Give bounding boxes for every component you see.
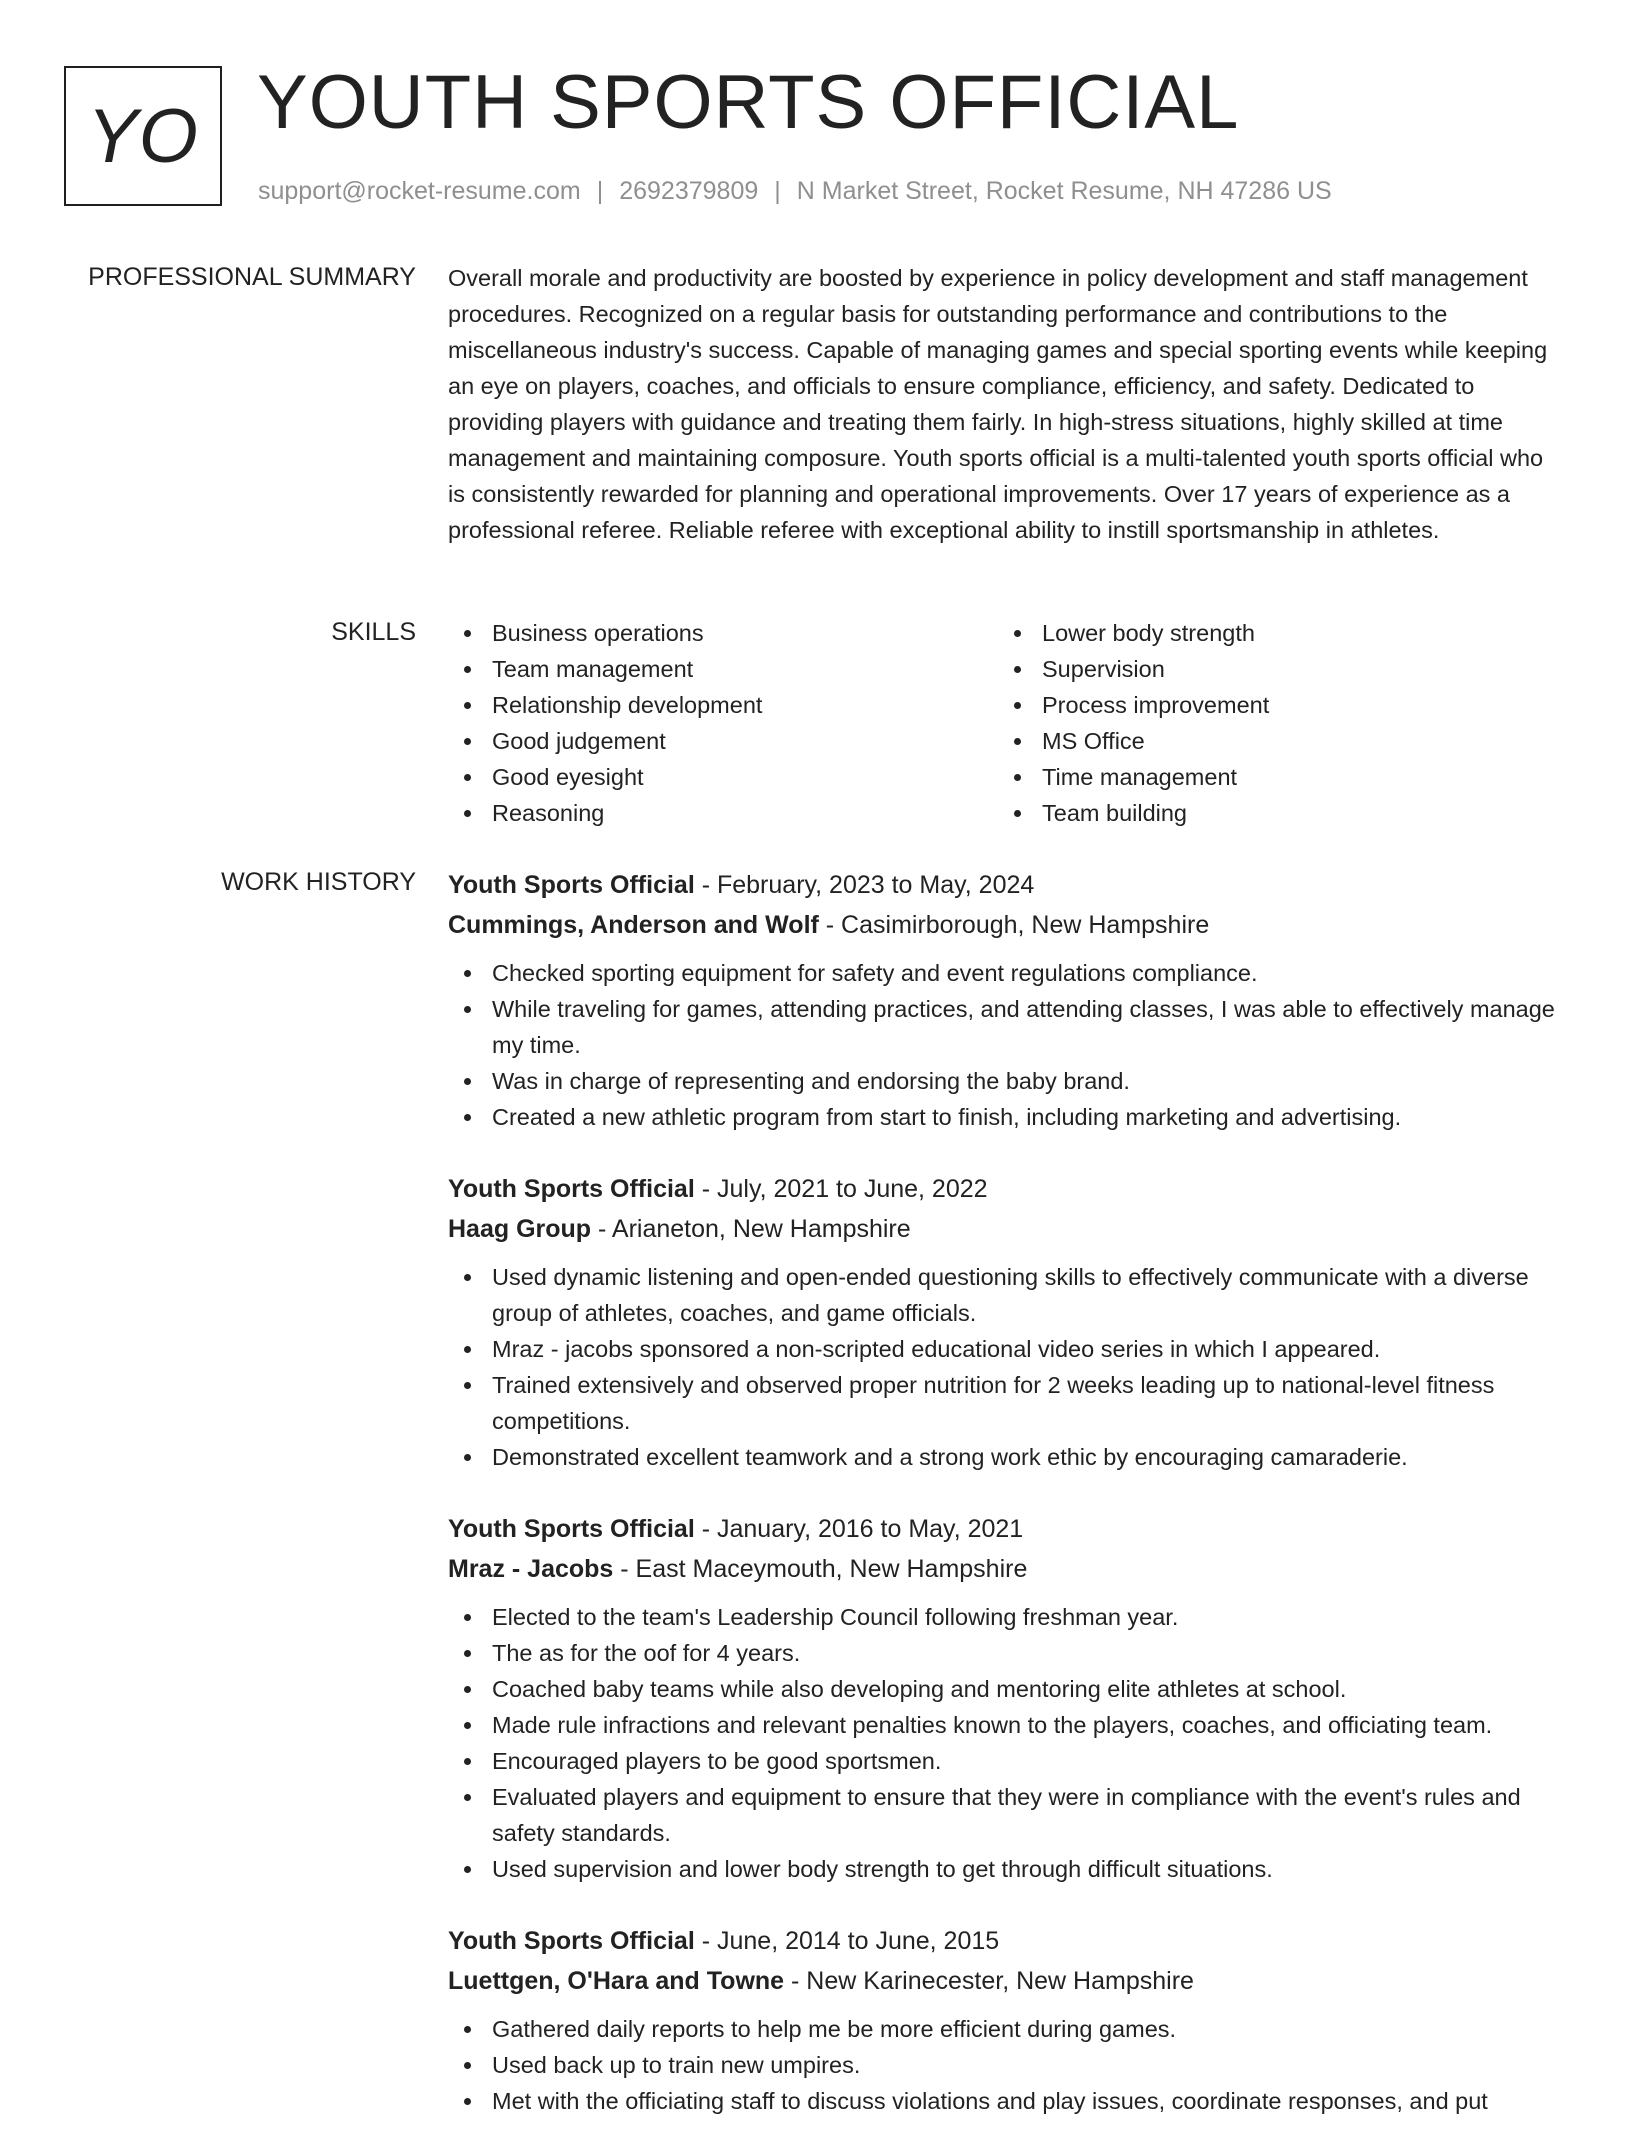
work-history-label: WORK HISTORY xyxy=(221,868,416,896)
contact-phone: 2692379809 xyxy=(619,177,759,205)
skills-column-left xyxy=(448,615,998,831)
job-entry xyxy=(448,1509,1558,1887)
job-title-line xyxy=(448,1921,1558,1961)
contact-address: N Market Street, Rocket Resume, NH 47286 US xyxy=(796,177,1332,205)
job-bullet: Trained extensively and observed proper nutrition for 2 weeks leading up to national-level fitness competitions. xyxy=(448,1367,1558,1439)
job-bullet: Checked sporting equipment for safety and event regulations compliance. xyxy=(448,955,1558,991)
summary-label: PROFESSIONAL SUMMARY xyxy=(88,263,416,291)
job-bullet: Used dynamic listening and open-ended questioning skills to effectively communicate with a diverse group of athletes, coaches, and game officials. xyxy=(448,1259,1558,1331)
job-company-line xyxy=(448,905,1558,945)
contact-email: support@rocket-resume.com xyxy=(258,177,581,205)
job-title: Youth Sports Official xyxy=(448,1515,695,1543)
job-title-line xyxy=(448,1509,1558,1549)
job-location: - Casimirborough, New Hampshire xyxy=(818,911,1210,939)
job-title: Youth Sports Official xyxy=(448,1927,695,1955)
job-company-line xyxy=(448,1961,1558,2001)
skill-item: Business operations xyxy=(448,615,998,651)
job-bullet: Demonstrated excellent teamwork and a strong work ethic by encouraging camaraderie. xyxy=(448,1439,1558,1475)
job-bullet: Used back up to train new umpires. xyxy=(448,2047,1558,2083)
job-company-line xyxy=(448,1549,1558,1589)
job-company: Mraz - Jacobs xyxy=(448,1555,614,1583)
skill-item: Relationship development xyxy=(448,687,998,723)
job-bullet: Gathered daily reports to help me be more efficient during games. xyxy=(448,2011,1558,2047)
job-company: Luettgen, O'Hara and Towne xyxy=(448,1967,785,1995)
skill-item: Good eyesight xyxy=(448,759,998,795)
job-bullet: Encouraged players to be good sportsmen. xyxy=(448,1743,1558,1779)
job-bullet: Evaluated players and equipment to ensure that they were in compliance with the event's rules and safety standards. xyxy=(448,1779,1558,1851)
job-location: - East Maceymouth, New Hampshire xyxy=(613,1555,1028,1583)
job-dates: - July, 2021 to June, 2022 xyxy=(694,1175,988,1203)
job-bullets xyxy=(448,955,1558,1135)
job-bullet: Coached baby teams while also developing and mentoring elite athletes at school. xyxy=(448,1671,1558,1707)
job-bullet: Created a new athletic program from start to finish, including marketing and advertising. xyxy=(448,1099,1558,1135)
skill-item: Team management xyxy=(448,651,998,687)
monogram-box xyxy=(64,66,222,206)
job-entry xyxy=(448,865,1558,1135)
job-bullets xyxy=(448,1599,1558,1887)
skill-item: Process improvement xyxy=(998,687,1548,723)
job-location: - New Karinecester, New Hampshire xyxy=(784,1967,1194,1995)
job-bullets xyxy=(448,2011,1558,2119)
skill-item: Supervision xyxy=(998,651,1548,687)
skill-item: Time management xyxy=(998,759,1548,795)
job-company-line xyxy=(448,1209,1558,1249)
contact-line xyxy=(258,174,1332,208)
job-dates: - June, 2014 to June, 2015 xyxy=(694,1927,1000,1955)
job-bullet: Made rule infractions and relevant penalties known to the players, coaches, and officiating team. xyxy=(448,1707,1558,1743)
job-entry xyxy=(448,1169,1558,1475)
skill-item: MS Office xyxy=(998,723,1548,759)
job-company: Cummings, Anderson and Wolf xyxy=(448,911,819,939)
job-bullet: Met with the officiating staff to discuss violations and play issues, coordinate responses, and put xyxy=(448,2083,1558,2119)
job-bullet: Was in charge of representing and endorsing the baby brand. xyxy=(448,1063,1558,1099)
skills-label: SKILLS xyxy=(331,618,416,646)
skill-item: Team building xyxy=(998,795,1548,831)
job-bullet: Mraz - jacobs sponsored a non-scripted educational video series in which I appeared. xyxy=(448,1331,1558,1367)
job-bullet: The as for the oof for 4 years. xyxy=(448,1635,1558,1671)
job-title: Youth Sports Official xyxy=(448,871,695,899)
job-title: Youth Sports Official xyxy=(448,1175,695,1203)
job-location: - Arianeton, New Hampshire xyxy=(591,1215,911,1243)
job-bullets xyxy=(448,1259,1558,1475)
skill-item: Reasoning xyxy=(448,795,998,831)
contact-separator: | xyxy=(774,177,781,205)
contact-separator: | xyxy=(596,177,604,205)
job-dates: - January, 2016 to May, 2021 xyxy=(694,1515,1024,1543)
monogram-initials: YO xyxy=(87,93,199,179)
job-bullet: Used supervision and lower body strength to get through difficult situations. xyxy=(448,1851,1558,1887)
job-entry xyxy=(448,1921,1558,2119)
job-bullet: Elected to the team's Leadership Council following freshman year. xyxy=(448,1599,1558,1635)
job-title-line xyxy=(448,1169,1558,1209)
skills-column-right xyxy=(998,615,1548,831)
job-title-line xyxy=(448,865,1558,905)
resume-name-title: YOUTH SPORTS OFFICIAL xyxy=(257,60,1240,145)
job-dates: - February, 2023 to May, 2024 xyxy=(694,871,1035,899)
job-company: Haag Group xyxy=(448,1215,592,1243)
summary-text: Overall morale and productivity are boosted by experience in policy development and staff management procedures. Recognized on a regular basis for outstanding performance and contributions to the miscellaneous industry's success. Capable of managing games and special sporting events while keeping an eye on players, coaches, and officials to ensure compliance, efficiency, and safety. Dedicated to providing players with guidance and treating them fairly. In high-stress situations, highly skilled at time management and maintaining composure. Youth sports official is a multi-talented youth sports official who is consistently rewarded for planning and operational improvements. Over 17 years of experience as a professional referee. Reliable referee with exceptional ability to instill sportsmanship in athletes. xyxy=(448,265,1548,543)
skill-item: Lower body strength xyxy=(998,615,1548,651)
skill-item: Good judgement xyxy=(448,723,998,759)
job-bullet: While traveling for games, attending practices, and attending classes, I was able to effectively manage my time. xyxy=(448,991,1558,1063)
